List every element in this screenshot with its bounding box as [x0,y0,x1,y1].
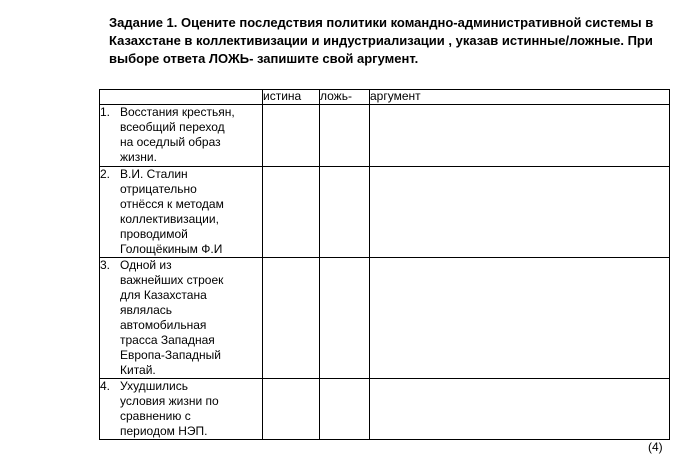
statement-text: Восстания крестьян, всеобщий переход на оседлый образ жизни. [120,105,235,164]
true-cell[interactable] [263,258,320,379]
statement-cell [100,167,263,258]
false-cell[interactable] [320,379,370,440]
true-cell[interactable] [263,167,320,258]
false-cell[interactable] [320,258,370,379]
table-row [100,258,670,379]
row-number: 2. [100,167,111,181]
table-row [100,105,670,167]
true-cell[interactable] [263,105,320,167]
argument-cell[interactable] [370,167,670,258]
table-row [100,167,670,258]
answer-table [99,89,670,440]
statement-text: Одной из важнейших строек для Казахстана являлась автомобильная трасса Западная Европа-Западный Китай. [120,258,224,377]
statement-text: В.И. Сталин отрицательно отнёсся к методам коллективизации, проводимой Голощёкиным Ф.И [120,167,224,256]
row-number: 3. [100,258,111,272]
argument-cell[interactable] [370,105,670,167]
statement-cell [100,105,263,167]
task-title: Задание 1. Оцените последствия политики командно-административной системы в Казахстане в коллективизации и индустриализации , указав истинные/ложные. При выборе ответа ЛОЖЬ- запишите свой аргумент. [109,15,654,66]
statement-cell [100,379,263,440]
argument-cell[interactable] [370,379,670,440]
table-header-row [100,90,670,105]
false-cell[interactable] [320,105,370,167]
statement-text: Ухудшились условия жизни по сравнению с периодом НЭП. [120,379,219,438]
row-number: 1. [100,105,111,119]
argument-cell[interactable] [370,258,670,379]
row-number: 4. [100,379,111,393]
header-argument: аргумент [370,90,670,105]
header-false: ложь- [320,90,370,105]
statement-cell [100,258,263,379]
score-label: (4) [648,440,663,454]
header-true: истина [263,90,320,105]
false-cell[interactable] [320,167,370,258]
true-cell[interactable] [263,379,320,440]
table-row [100,379,670,440]
header-statement [100,90,263,105]
